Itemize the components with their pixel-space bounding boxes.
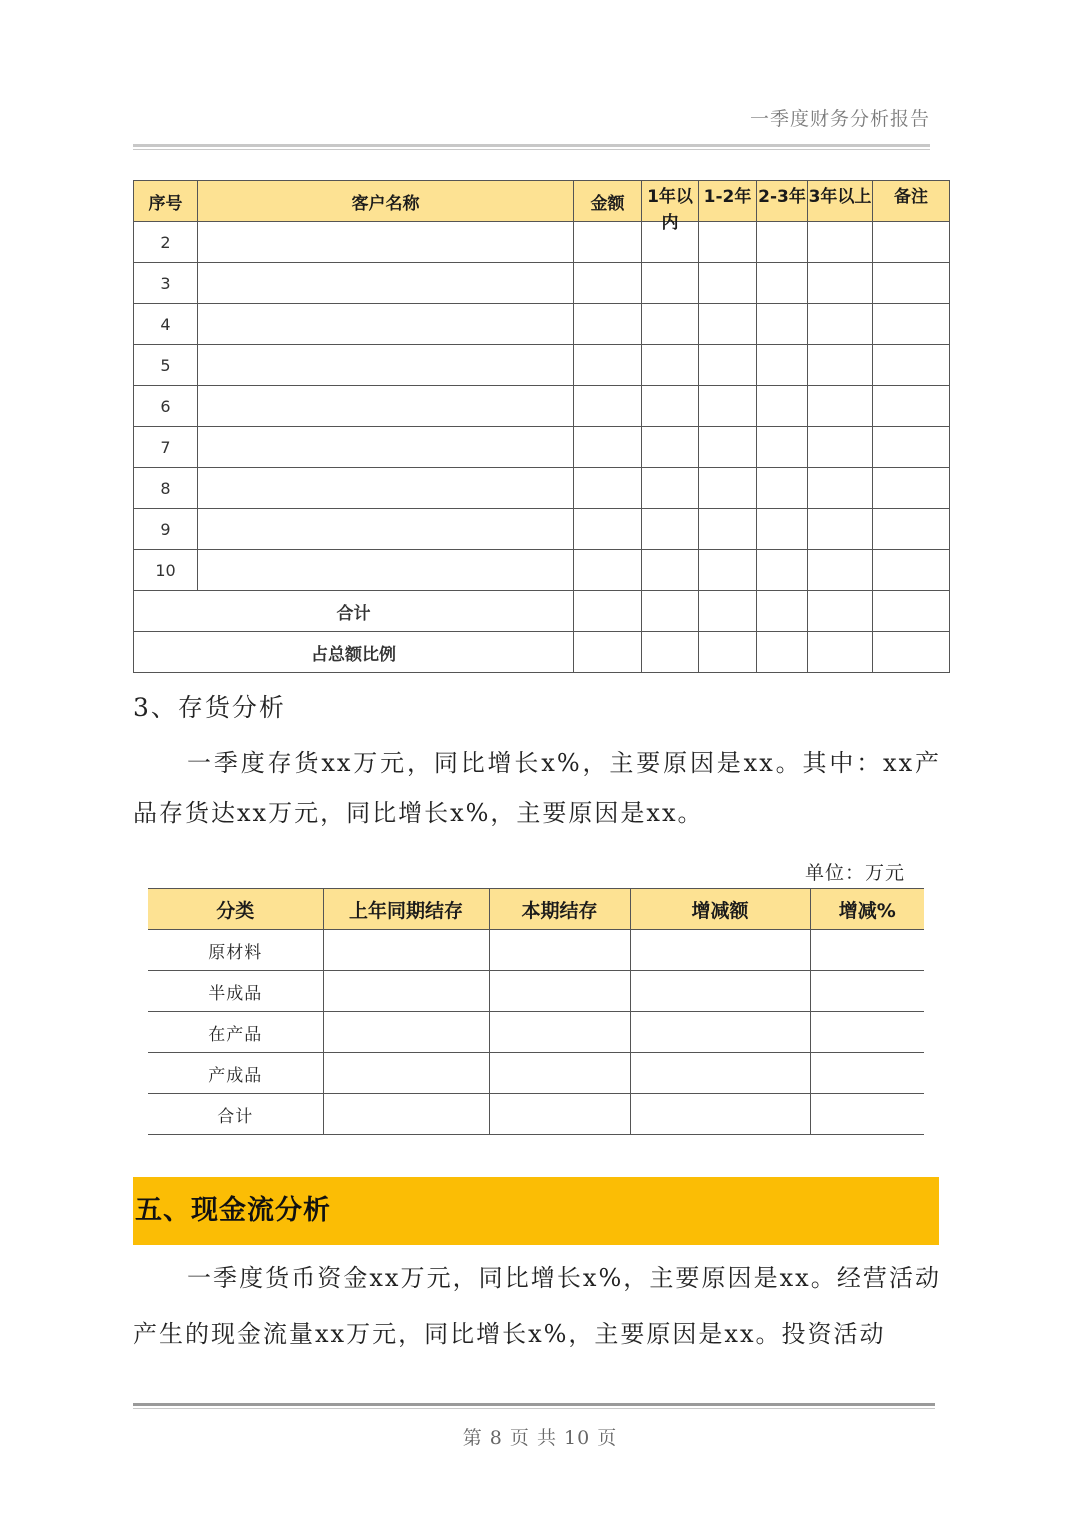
table-cell [699,386,757,427]
table-cell [810,1053,924,1094]
receivables-aging-table [133,180,950,673]
cashflow-paragraph: 一季度货币资金xx万元，同比增长x%，主要原因是xx。经营活动产生的现金流量xx万元，同比增长x%，主要原因是xx。投资活动 [133,1264,941,1348]
table-cell [757,222,808,263]
row-index-cell: 7 [134,427,198,468]
row-index-cell: 6 [134,386,198,427]
header-divider [133,144,930,150]
table-cell [808,427,873,468]
table-row [134,427,950,468]
table-cell [630,1012,810,1053]
table-cell [574,550,642,591]
footer-divider [133,1403,935,1409]
table-cell [810,1012,924,1053]
col-header-1-2y: 1-2年 [699,181,757,222]
col-header-index: 序号 [134,181,198,222]
table-cell [808,632,873,673]
table-cell [198,550,574,591]
table-cell [873,345,950,386]
inventory-paragraph: 一季度存货xx万元，同比增长x%，主要原因是xx。其中：xx产品存货达xx万元，同比增长x%，主要原因是xx。 [133,749,941,827]
table-cell [323,1053,489,1094]
table-cell [642,550,699,591]
table-cell [699,468,757,509]
table-cell [699,263,757,304]
table-row [148,1053,924,1094]
category-cell: 半成品 [148,971,323,1012]
table-cell [198,468,574,509]
table-cell [873,509,950,550]
col-header-4: 增减% [810,889,924,930]
col-header-3: 增减额 [630,889,810,930]
col-header-customer: 客户名称 [198,181,574,222]
table-cell [757,345,808,386]
col-header-0: 分类 [148,889,323,930]
table-cell [808,468,873,509]
table-cell [757,427,808,468]
col-header-1: 上年同期结存 [323,889,489,930]
table-cell [699,427,757,468]
table-header-row [148,889,924,930]
table-row [148,971,924,1012]
table-cell [699,304,757,345]
table-cell [198,304,574,345]
table-cell [699,345,757,386]
table-cell [642,632,699,673]
table-row [134,509,950,550]
table-cell [873,427,950,468]
table-cell [574,386,642,427]
row-index-cell: 2 [134,222,198,263]
table-cell [757,468,808,509]
table-cell [810,971,924,1012]
table-cell [757,263,808,304]
category-cell: 合计 [148,1094,323,1135]
table-cell [489,1012,630,1053]
table-cell [630,1053,810,1094]
table-cell [489,971,630,1012]
table-cell [630,930,810,971]
category-cell: 在产品 [148,1012,323,1053]
table-cell [757,591,808,632]
table-row [134,386,950,427]
col-header-amount: 金额 [574,181,642,222]
table-cell [873,632,950,673]
table-row [134,345,950,386]
table-cell [642,468,699,509]
table-cell [574,304,642,345]
table-row [148,1094,924,1135]
table-cell [630,1094,810,1135]
table-cell [808,386,873,427]
table-cell [757,550,808,591]
total-row [134,591,950,632]
table-cell [323,971,489,1012]
table-cell [699,591,757,632]
category-cell: 原材料 [148,930,323,971]
table-row [134,468,950,509]
col-header-over-3y: 3年以上 [808,181,873,222]
table-cell [642,386,699,427]
table-cell [574,632,642,673]
table-cell [757,509,808,550]
table-row [134,304,950,345]
table-cell [574,468,642,509]
table-cell [757,304,808,345]
table-cell [198,263,574,304]
table-cell [699,509,757,550]
table-cell [808,263,873,304]
table-cell [323,1094,489,1135]
table-cell [757,386,808,427]
inventory-table [148,888,924,1135]
ratio-row-label: 占总额比例 [134,632,574,673]
table-cell [808,222,873,263]
table-cell [574,509,642,550]
table-cell [198,509,574,550]
table-cell [873,591,950,632]
table-cell [808,304,873,345]
page-number: 第 8 页 共 10 页 [462,1427,618,1449]
row-index-cell: 8 [134,468,198,509]
table-cell [642,509,699,550]
table-cell [808,591,873,632]
row-index-cell: 3 [134,263,198,304]
table-row [134,550,950,591]
table-cell [873,222,950,263]
page-header-title: 一季度财务分析报告 [749,108,930,130]
table-cell [808,345,873,386]
table-cell [808,509,873,550]
cashflow-section-title: 五、现金流分析 [133,1177,939,1245]
table-cell [642,591,699,632]
row-index-cell: 5 [134,345,198,386]
table-cell [642,263,699,304]
table-cell [489,1094,630,1135]
row-index-cell: 4 [134,304,198,345]
table-cell [574,263,642,304]
table-cell [873,550,950,591]
table-cell [873,386,950,427]
table-cell [198,386,574,427]
inventory-heading: 3、存货分析 [133,693,286,722]
table-cell [699,632,757,673]
table-cell [699,550,757,591]
col-header-under-1y: 1年以内 [642,181,699,222]
table-cell [810,1094,924,1135]
col-header-remark: 备注 [873,181,950,222]
row-index-cell: 9 [134,509,198,550]
table-cell [198,345,574,386]
table-cell [699,222,757,263]
table-cell [642,427,699,468]
table-cell [808,550,873,591]
table-cell [323,1012,489,1053]
table-row [148,1012,924,1053]
row-index-cell: 10 [134,550,198,591]
table-cell [642,345,699,386]
table-row [134,263,950,304]
table-cell [873,263,950,304]
col-header-2: 本期结存 [489,889,630,930]
col-header-2-3y: 2-3年 [757,181,808,222]
table-cell [642,304,699,345]
table-row [148,930,924,971]
category-cell: 产成品 [148,1053,323,1094]
table-cell [198,427,574,468]
table-cell [198,222,574,263]
table-cell [757,632,808,673]
table-cell [489,930,630,971]
table-cell [810,930,924,971]
table-row [134,222,950,263]
table-cell [323,930,489,971]
table-header-row [134,181,950,222]
table-cell [574,427,642,468]
table-cell [574,222,642,263]
ratio-row [134,632,950,673]
table-cell [630,971,810,1012]
table-cell [574,345,642,386]
table-cell [574,591,642,632]
unit-label: 单位：万元 [804,862,905,884]
table-cell [873,304,950,345]
table-cell [873,468,950,509]
table-cell [489,1053,630,1094]
total-row-label: 合计 [134,591,574,632]
